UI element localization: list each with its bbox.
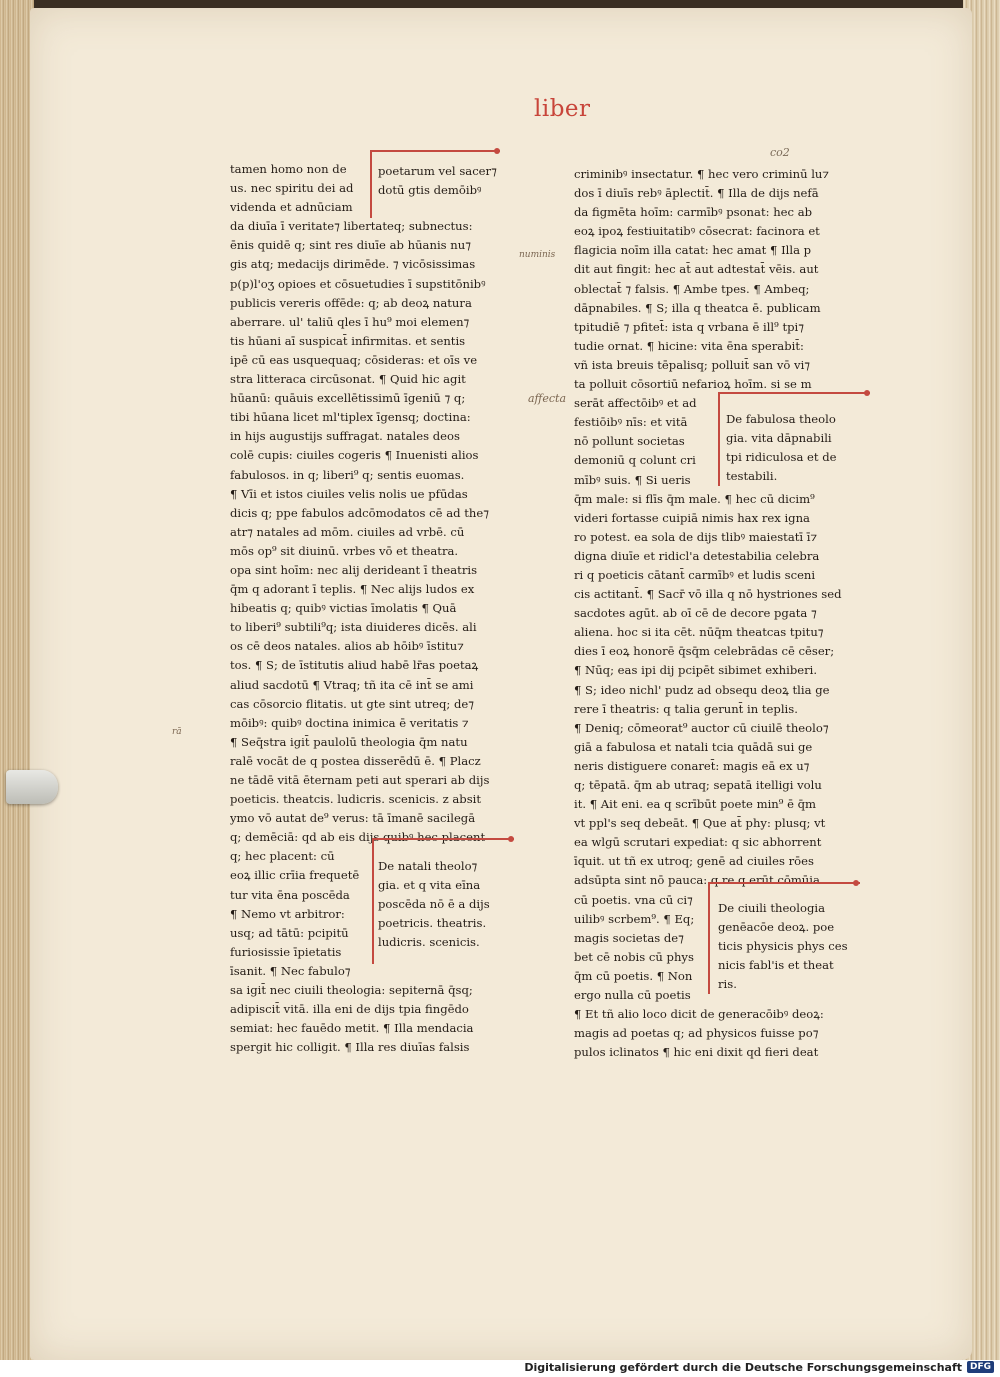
initial-box-line: De natali theolo⁊ — [378, 859, 478, 873]
text-line: dit aut fingit: hec at̄ aut adtestat̄ vēis. aut — [574, 262, 819, 277]
footer-bar — [0, 1360, 1000, 1377]
text-line: serāt affectōibꝰ et ad — [574, 396, 697, 411]
text-line: q̄m male: si flīs q̄m male. ¶ hec cū dicim⁹ — [574, 491, 815, 506]
text-line: ea wlgū scrutari expediat: q sic abhorrent — [574, 835, 822, 850]
text-line: ēnis quidē q; sint res diuīe ab hūanis nu⁊ — [230, 238, 471, 253]
text-line: eoꝝ illic crīia frequetē — [230, 868, 360, 883]
text-line: neris distiguere conaret̄: magis eā ex u⁊ — [574, 758, 810, 773]
initial-box-line: genēacōe deoꝝ. poe — [718, 920, 835, 935]
initial-box-text — [726, 410, 837, 486]
text-line: dāpnabiles. ¶ S; illa q theatca ē. publicam — [574, 300, 821, 315]
text-line: magis ad poetas q; ad physicos fuisse po⁊ — [574, 1026, 819, 1041]
text-line: ¶ Vīi et istos ciuiles velis nolis ue pfūdas — [230, 486, 468, 501]
text-line: ergo nulla cū poetis — [574, 988, 691, 1003]
text-line: ralē vocāt de q postea disserēdū ē. ¶ Placz — [230, 753, 481, 768]
text-line: dicis q; ppe fabulos adcōmodatos cē ad the⁊ — [230, 505, 489, 520]
text-line: ¶ Nemo vt arbitror: — [230, 906, 345, 921]
initial-box-line: ludicris. scenicis. — [378, 935, 480, 950]
text-line: hibeatis q; quibꝰ victias īmolatis ¶ Quā — [230, 601, 457, 616]
initial-box-line: De ciuili theologia — [718, 901, 826, 915]
text-line: nō pollunt societas — [574, 434, 685, 449]
text-line: dos ī diuīs rebꝰ āplectit̄. ¶ Illa de dijs nefā — [574, 186, 819, 201]
text-line: dies ī eoꝝ honorē q̄sq̄m celebrādas cē cēser; — [574, 644, 835, 659]
text-line: ¶ Et tñ alio loco dicit de generacōibꝰ deoꝝ: — [574, 1007, 824, 1022]
text-line: magis societas de⁊ — [574, 930, 684, 945]
initial-box-line: gia. vita dāpnabili — [726, 431, 832, 446]
text-line: uilibꝰ scrbem⁹. ¶ Eq; — [574, 911, 695, 926]
initial-box-line: De fabulosa theolo — [726, 412, 836, 426]
text-line: it. ¶ Ait eni. ea q scrībūt poete min⁹ ē q̄m — [574, 797, 817, 812]
text-line: vñ ista breuis tēpalisq; polluit̄ san vō vi⁊ — [574, 357, 811, 372]
initial-box-text — [378, 857, 490, 952]
text-line: rere ī theatris: q talia gerunt̄ in teplis. — [574, 701, 798, 716]
text-line: os cē deos natales. alios ab hōibꝰ īstitu⁊ — [230, 639, 464, 654]
text-line: adipiscit̄ vitā. illa eni de dijs tpia fingēdo — [230, 1002, 469, 1017]
text-line: poeticis. theatcis. ludicris. scenicis. z absit — [230, 792, 482, 807]
text-line: tpitudiē ⁊ pfitet̄: ista q vrbana ē ill⁹ tpi⁊ — [574, 319, 805, 334]
metal-clip — [6, 770, 58, 804]
text-line: īquit. ut tñ ex utroq; genē ad ciuiles rōes — [574, 854, 814, 869]
text-line: eoꝝ ipoꝝ festiuitatibꝰ cōsecrat: facinora et — [574, 224, 820, 239]
text-line: furiosissie īpietatis — [230, 944, 342, 959]
text-line: criminibꝰ insectatur. ¶ hec vero criminū lu⁊ — [574, 167, 830, 181]
text-line: festiōibꝰ nīs: et vitā — [574, 415, 688, 430]
text-line: tos. ¶ S; de īstitutis aliud habē lr̄as poetaꝝ — [230, 658, 479, 673]
rubric-dot — [853, 880, 859, 886]
text-line: q; demēciā: qd ab eis dijs quibꝰ hec placent — [230, 830, 486, 845]
initial-box-line: poscēda nō ē a dijs — [378, 897, 490, 912]
text-line: cas cōsorcio flitatis. ut gte sint utreq; de⁊ — [230, 696, 475, 711]
text-line: ¶ Nūq; eas ipi dij pcipēt sibimet exhiberi. — [574, 663, 818, 678]
funding-credit: Digitalisierung gefördert durch die Deutsche Forschungsgemeinschaft — [524, 1361, 962, 1374]
text-line: aliena. hoc si ita cēt. nūq̄m theatcas tpitu⁊ — [574, 625, 824, 640]
initial-box-line: ris. — [718, 977, 737, 992]
initial-box-line: tpi ridiculosa et de — [726, 450, 837, 465]
text-line: q; tēpatā. q̄m ab utraq; sepatā itelligi volu — [574, 778, 822, 792]
text-line: ri q poeticis cātant̄ carmībꝰ et ludis sceni — [574, 567, 816, 582]
text-line: flagicia noīm illa catat: hec amat ¶ Illa p — [574, 243, 812, 258]
text-line: publicis vereris offēde: q; ab deoꝝ natura — [230, 295, 472, 310]
margin-note: rā — [172, 727, 182, 737]
initial-box-text — [718, 899, 848, 994]
initial-box-line: dotū gtis demōibꝰ — [378, 183, 482, 198]
rubric-dot — [508, 836, 514, 842]
initial-box-line: nicis fabl'is et theat — [718, 958, 834, 973]
text-line: to liberi⁹ subtili⁹q; ista diuideres dicēs. ali — [230, 620, 477, 635]
text-line: mōs op⁹ sit diuinū. vrbes vō et theatra. — [230, 543, 459, 558]
text-line: ne tādē vitā ēternam peti aut sperari ab dijs — [230, 773, 490, 787]
text-line: tudie ornat. ¶ hicine: vita ēna sperabit̄: — [574, 338, 804, 353]
text-line: bet cē nobis cū phys — [574, 949, 694, 964]
text-line: cis actitant̄. ¶ Sacr̄ vō illa q nō hystriones sed — [574, 587, 842, 602]
text-line: fabulosos. in q; liberi⁹ q; sentis euomas. — [230, 467, 465, 482]
text-line: q̄m q adorant ī teplis. ¶ Nec alijs ludos ex — [230, 582, 475, 597]
text-line: ¶ Deniq; cōmeorat⁹ auctor cū ciuilē theolo⁊ — [574, 720, 829, 735]
text-line: hūanū: quāuis excellētissimū īgeniū ⁊ q; — [230, 391, 466, 406]
text-line: stra litteraca circūsonat. ¶ Quid hic agit — [230, 372, 466, 387]
text-line: digna diuīe et ridicl'a detestabilia celebra — [574, 548, 820, 563]
text-line: p(p)l'oʒ opioes et cōsuetudies ī supstitōnibꝰ — [230, 276, 486, 291]
text-line: tur vita ēna poscēda — [230, 887, 350, 902]
initial-box-line: ticis physicis phys ces — [718, 939, 848, 954]
rubric-dot — [494, 148, 500, 154]
text-line: ro potest. ea sola de dijs tlibꝰ maiestatī ī⁊ — [574, 529, 818, 544]
text-line: tis hūani aī suspicat̄ infirmitas. et sentis — [230, 333, 466, 348]
text-line: cū poetis. vna cū ci⁊ — [574, 892, 693, 907]
text-line: videnda et adnūciam — [230, 200, 353, 215]
text-line: sa igit̄ nec ciuili theologia: sepiternā q̄sq; — [230, 983, 473, 998]
text-line: adsūpta sint nō pauca: q re q erūt cōmūia — [574, 873, 820, 888]
text-line: videri fortasse cuipiā nimis hax rex igna — [574, 510, 810, 525]
text-line: īsanit. ¶ Nec fabulo⁊ — [230, 963, 351, 978]
text-line: ¶ Seq̄stra igit̄ paulolū theologia q̄m natu — [230, 734, 468, 749]
text-line: opa sint hoīm: nec alij derideant ī theatris — [230, 562, 478, 577]
initial-box-line: gia. et q vita eīna — [378, 878, 481, 893]
text-line: demoniū q colunt cri — [574, 453, 696, 468]
text-line: da figmēta hoīm: carmībꝰ psonat: hec ab — [574, 205, 813, 220]
margin-note: affecta — [528, 392, 567, 405]
text-line: vt ppl's seq debeāt. ¶ Que at̄ phy: plusq; vt — [574, 816, 826, 831]
text-line: atr⁊ natales ad mōm. ciuiles ad vrbē. cū — [230, 524, 465, 539]
initial-box-line: poetricis. theatris. — [378, 916, 487, 931]
dfg-logo: DFG — [967, 1361, 994, 1373]
text-line: spergit hic colligit. ¶ Illa res diuīas falsis — [230, 1040, 470, 1055]
rubric-dot — [864, 390, 870, 396]
text-line: gis atq; medacijs dirimēde. ⁊ vicōsissimas — [230, 257, 476, 272]
text-line: aliud sacdotū ¶ Vtraq; tñ ita cē int̄ se ami — [230, 677, 474, 692]
text-line: colē cupis: ciuiles cogeris ¶ Inuenisti alios — [230, 448, 479, 463]
text-line: ta polluit cōsortiū nefarioꝝ hoīm. si se m — [574, 377, 812, 392]
text-line: tibi hūana licet ml'tiplex īgensq; doctina: — [230, 410, 471, 425]
text-line: mōibꝰ: quibꝰ doctina inimica ē veritatis ⁊ — [230, 715, 469, 730]
text-line: ymo vō autat de⁹ verus: tā īmanē sacilegā — [230, 811, 476, 826]
text-line: aberrare. ul' taliū qles ī hu⁹ moi elemen⁊ — [230, 314, 470, 329]
text-line: giā a fabulosa et natali tcia quādā sui ge — [574, 739, 813, 754]
initial-box-line: poetarum vel sacer⁊ — [378, 164, 497, 178]
text-line: da diuīa ī veritate⁊ libertateq; subnectus: — [230, 219, 473, 234]
text-line: q; hec placent: cū — [230, 849, 335, 864]
folio-number: co2 — [770, 146, 790, 159]
page-stack-left-edge — [0, 0, 34, 1360]
text-line: oblectat̄ ⁊ falsis. ¶ Ambe tpes. ¶ Ambeq; — [574, 281, 810, 296]
initial-box-line: testabili. — [726, 469, 778, 484]
text-line: tamen homo non de — [230, 162, 347, 176]
margin-note: numinis — [519, 250, 556, 260]
text-line: q̄m cū poetis. ¶ Non — [574, 968, 693, 983]
running-title: liber — [534, 96, 591, 122]
text-line: usq; ad tātū: pcipitū — [230, 925, 349, 940]
text-line: semiat: hec fauēdo metit. ¶ Illa mendacia — [230, 1021, 474, 1036]
text-line: ipē cū eas usquequaq; cōsideras: et oīs ve — [230, 352, 478, 367]
text-line: pulos iclinatos ¶ hic eni dixit qd fieri deat — [574, 1045, 819, 1060]
text-line: sacdotes agūt. ab oī cē de decore pgata ⁊ — [574, 606, 817, 621]
text-line: ¶ S; ideo nichl' pudz ad obsequ deoꝝ tlia ge — [574, 682, 830, 697]
text-line: in hijs augustijs suffragat. natales deos — [230, 429, 460, 444]
initial-box-text — [378, 162, 497, 200]
text-line: mībꝰ suis. ¶ Si ueris — [574, 472, 691, 487]
text-line: us. nec spiritu dei ad — [230, 181, 354, 196]
